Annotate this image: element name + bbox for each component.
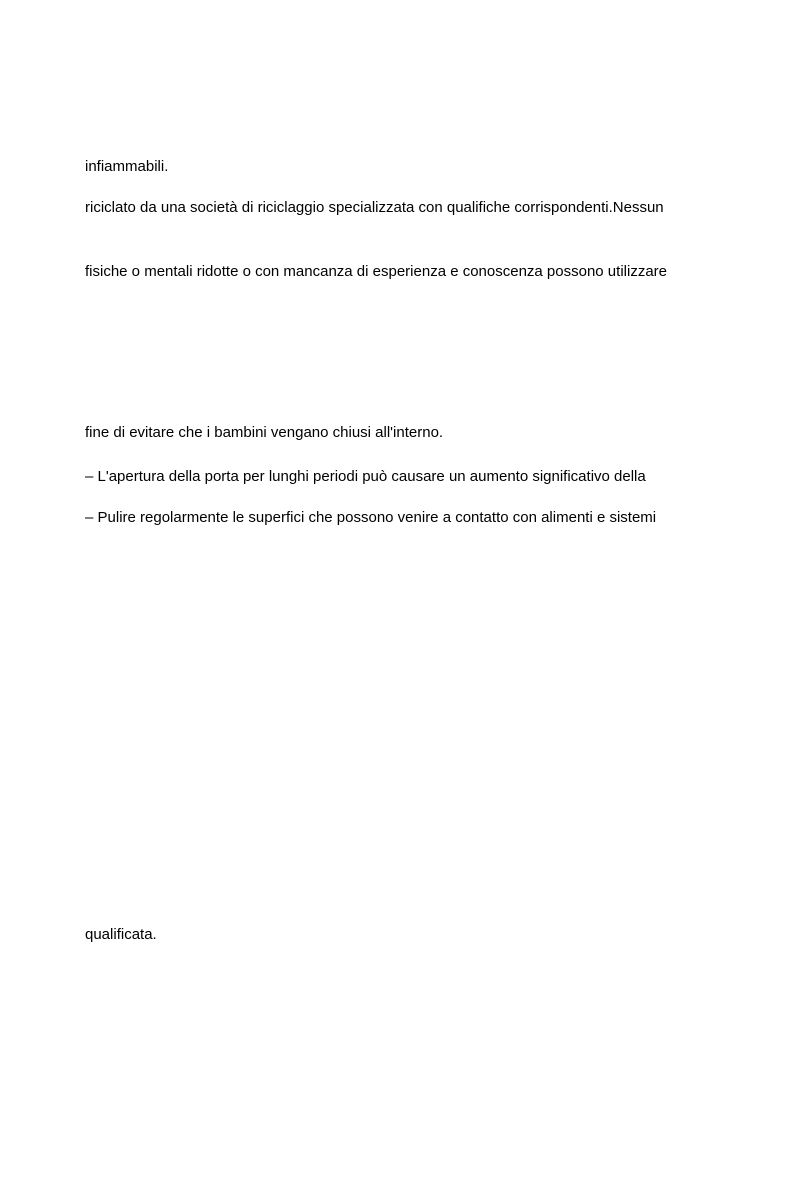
text-line: fine di evitare che i bambini vengano chiusi all'interno. — [85, 424, 444, 441]
text-line: fisiche o mentali ridotte o con mancanza di esperienza e conoscenza possono utilizzare — [85, 263, 667, 280]
text-line: infiammabili. — [85, 158, 169, 175]
text-line: – Pulire regolarmente le superfici che possono venire a contatto con alimenti e sistemi — [85, 509, 657, 526]
text-line: – L'apertura della porta per lunghi periodi può causare un aumento significativo della — [85, 468, 646, 485]
text-line: riciclato da una società di riciclaggio specializzata con qualifiche corrispondenti.Nessun — [85, 199, 664, 216]
text-line: qualificata. — [85, 926, 157, 943]
